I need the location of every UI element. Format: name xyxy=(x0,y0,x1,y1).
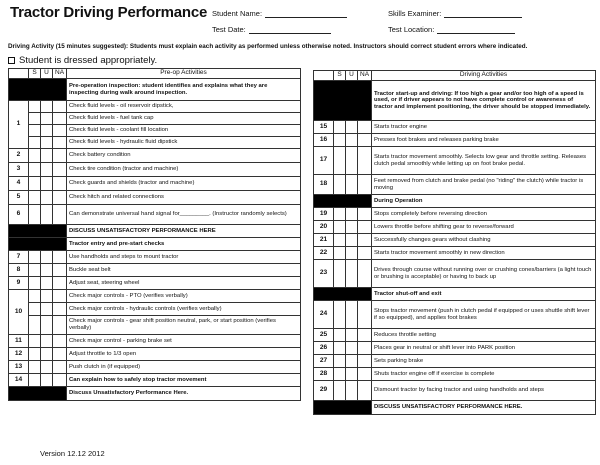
s-cell[interactable] xyxy=(334,234,346,247)
u-cell[interactable] xyxy=(41,290,53,303)
test-date-field[interactable] xyxy=(212,25,331,34)
activity-text: Presses foot brakes and releases parking brake xyxy=(372,134,596,147)
test-date-line[interactable] xyxy=(249,26,331,34)
na-cell[interactable] xyxy=(358,342,372,355)
u-cell[interactable] xyxy=(346,381,358,401)
u-cell[interactable] xyxy=(41,205,53,225)
col-na: NA xyxy=(53,69,67,79)
activity-text: Check major control - parking brake set xyxy=(67,335,301,348)
u-cell[interactable] xyxy=(346,134,358,147)
activity-text: Check fluid levels - fuel tank cap xyxy=(67,113,301,125)
na-cell[interactable] xyxy=(358,355,372,368)
activity-text: Check major controls - PTO (verifies verbally) xyxy=(67,290,301,303)
black-bar xyxy=(314,288,372,301)
s-cell[interactable] xyxy=(334,147,346,175)
test-date-label: Test Date: xyxy=(212,25,246,34)
col-blank xyxy=(9,69,29,79)
s-cell[interactable] xyxy=(334,247,346,260)
row-number: 13 xyxy=(9,361,29,374)
na-cell[interactable] xyxy=(53,264,67,277)
activity-text: Check battery condition xyxy=(67,149,301,163)
na-cell[interactable] xyxy=(358,381,372,401)
activity-text: Check fluid levels - oil reservoir dipstick, xyxy=(67,101,301,113)
s-cell[interactable] xyxy=(334,329,346,342)
row-number: 19 xyxy=(314,208,334,221)
activity-text: Push clutch in (if equipped) xyxy=(67,361,301,374)
row-number: 23 xyxy=(314,260,334,288)
na-cell[interactable] xyxy=(358,134,372,147)
activity-text: Sets parking brake xyxy=(372,355,596,368)
instructions-text: Driving Activity (15 minutes suggested): Students must explain each activity as performed unless otherwise noted. Instructors should correct student errors where indicated. xyxy=(8,43,528,50)
test-location-field[interactable] xyxy=(388,25,515,34)
u-cell[interactable] xyxy=(346,260,358,288)
student-name-line[interactable] xyxy=(265,10,347,18)
s-cell[interactable] xyxy=(29,101,41,113)
s-cell[interactable] xyxy=(334,342,346,355)
s-cell[interactable] xyxy=(29,113,41,125)
u-cell[interactable] xyxy=(41,277,53,290)
u-cell[interactable] xyxy=(41,113,53,125)
s-cell[interactable] xyxy=(29,290,41,303)
s-cell[interactable] xyxy=(29,348,41,361)
na-cell[interactable] xyxy=(358,260,372,288)
activity-text: Drives through course without running over or crushing cones/barriers (a light touch or brushing is acceptable) or having to back up xyxy=(372,260,596,288)
s-cell[interactable] xyxy=(29,361,41,374)
activity-text: Stops tractor movement (push in clutch pedal if equipped or uses shuttle shift lever if so equipped), and applies foot brakes xyxy=(372,301,596,329)
driving-table xyxy=(313,70,596,415)
row-number: 18 xyxy=(314,175,334,195)
na-cell[interactable] xyxy=(53,177,67,191)
na-cell[interactable] xyxy=(53,290,67,303)
u-cell[interactable] xyxy=(41,101,53,113)
na-cell[interactable] xyxy=(53,113,67,125)
activity-text: Check hitch and related connections xyxy=(67,191,301,205)
u-cell[interactable] xyxy=(41,264,53,277)
s-cell[interactable] xyxy=(29,163,41,177)
row-number: 24 xyxy=(314,301,334,329)
activity-text: Dismount tractor by facing tractor and using handholds and steps xyxy=(372,381,596,401)
activity-text: Starts tractor engine xyxy=(372,121,596,134)
row-number: 22 xyxy=(314,247,334,260)
u-cell[interactable] xyxy=(41,316,53,335)
activity-text: Check guards and shields (tractor and machine) xyxy=(67,177,301,191)
u-cell[interactable] xyxy=(41,361,53,374)
black-bar xyxy=(9,225,67,238)
activity-text: Buckle seat belt xyxy=(67,264,301,277)
startup-warning: Tractor start-up and driving: If too high a gear and/or too high of a speed is used, or if driver appears to not have complete control or awareness of tractor and implement positioning, the driver should be stopped immediately. xyxy=(372,81,596,121)
col-u: U xyxy=(346,71,358,81)
activity-text: Feet removed from clutch and brake pedal (no "riding" the clutch) while tractor is moving xyxy=(372,175,596,195)
activity-text: Successfully changes gears without clashing xyxy=(372,234,596,247)
activity-text: Use handholds and steps to mount tractor xyxy=(67,251,301,264)
col-preop-activities: Pre-op Activities xyxy=(67,69,301,79)
na-cell[interactable] xyxy=(53,125,67,137)
u-cell[interactable] xyxy=(41,374,53,387)
na-cell[interactable] xyxy=(358,147,372,175)
row-number: 1 xyxy=(9,101,29,149)
s-cell[interactable] xyxy=(29,191,41,205)
row-number: 25 xyxy=(314,329,334,342)
s-cell[interactable] xyxy=(334,355,346,368)
row-number: 5 xyxy=(9,191,29,205)
s-cell[interactable] xyxy=(334,301,346,329)
row-number: 14 xyxy=(9,374,29,387)
u-cell[interactable] xyxy=(41,191,53,205)
u-cell[interactable] xyxy=(41,177,53,191)
na-cell[interactable] xyxy=(358,221,372,234)
row-number: 6 xyxy=(9,205,29,225)
u-cell[interactable] xyxy=(41,125,53,137)
s-cell[interactable] xyxy=(29,205,41,225)
activity-text: Stops completely before reversing direction xyxy=(372,208,596,221)
activity-text: Starts tractor movement smoothly in new direction xyxy=(372,247,596,260)
activity-text: Adjust seat, steering wheel xyxy=(67,277,301,290)
activity-text: Lowers throttle before shifting gear to reverse/forward xyxy=(372,221,596,234)
s-cell[interactable] xyxy=(29,149,41,163)
s-cell[interactable] xyxy=(334,134,346,147)
u-cell[interactable] xyxy=(346,147,358,175)
na-cell[interactable] xyxy=(53,101,67,113)
row-number: 11 xyxy=(9,335,29,348)
activity-text: Check fluid levels - coolant fill location xyxy=(67,125,301,137)
na-cell[interactable] xyxy=(358,368,372,381)
section-heading: Tractor shut-off and exit xyxy=(372,288,596,301)
student-name-field[interactable] xyxy=(212,9,347,18)
u-cell[interactable] xyxy=(41,149,53,163)
u-cell[interactable] xyxy=(346,247,358,260)
u-cell[interactable] xyxy=(346,329,358,342)
s-cell[interactable] xyxy=(29,316,41,335)
test-location-label: Test Location: xyxy=(388,25,435,34)
col-s: S xyxy=(334,71,346,81)
row-number: 12 xyxy=(9,348,29,361)
black-bar xyxy=(9,387,67,401)
section-heading: Tractor entry and pre-start checks xyxy=(67,238,301,251)
col-driving-activities: Driving Activities xyxy=(372,71,596,81)
s-cell[interactable] xyxy=(334,221,346,234)
skills-examiner-line[interactable] xyxy=(444,10,522,18)
u-cell[interactable] xyxy=(41,303,53,316)
na-cell[interactable] xyxy=(53,348,67,361)
na-cell[interactable] xyxy=(358,329,372,342)
u-cell[interactable] xyxy=(346,301,358,329)
activity-text: Starts tractor movement smoothly. Selects low gear and throttle setting. Releases clutch pedal smoothly while letting up on foot brake pedal. xyxy=(372,147,596,175)
na-cell[interactable] xyxy=(358,208,372,221)
black-bar xyxy=(9,238,67,251)
version-label: Version 12.12 2012 xyxy=(40,449,105,458)
activity-text: Can demonstrate universal hand signal for_________. (Instructor randomly selects) xyxy=(67,205,301,225)
row-number: 15 xyxy=(314,121,334,134)
na-cell[interactable] xyxy=(53,277,67,290)
discuss-unsatisfactory[interactable]: DISCUSS UNSATISFACTORY PERFORMANCE HERE xyxy=(67,225,301,238)
s-cell[interactable] xyxy=(29,303,41,316)
na-cell[interactable] xyxy=(53,149,67,163)
discuss-unsatisfactory[interactable]: Discuss Unsatisfactory Performance Here. xyxy=(67,387,301,401)
na-cell[interactable] xyxy=(53,361,67,374)
black-bar xyxy=(314,195,372,208)
na-cell[interactable] xyxy=(358,301,372,329)
na-cell[interactable] xyxy=(53,163,67,177)
row-number: 10 xyxy=(9,290,29,335)
row-number: 3 xyxy=(9,163,29,177)
activity-text: Check major controls - hydraulic controls (verifies verbally) xyxy=(67,303,301,316)
row-number: 7 xyxy=(9,251,29,264)
col-blank xyxy=(314,71,334,81)
s-cell[interactable] xyxy=(29,125,41,137)
col-s: S xyxy=(29,69,41,79)
na-cell[interactable] xyxy=(53,335,67,348)
row-number: 27 xyxy=(314,355,334,368)
s-cell[interactable] xyxy=(29,335,41,348)
na-cell[interactable] xyxy=(53,205,67,225)
na-cell[interactable] xyxy=(358,121,372,134)
row-number: 29 xyxy=(314,381,334,401)
u-cell[interactable] xyxy=(41,163,53,177)
u-cell[interactable] xyxy=(41,137,53,149)
row-number: 17 xyxy=(314,147,334,175)
row-number: 21 xyxy=(314,234,334,247)
na-cell[interactable] xyxy=(53,191,67,205)
s-cell[interactable] xyxy=(334,121,346,134)
u-cell[interactable] xyxy=(346,121,358,134)
u-cell[interactable] xyxy=(346,221,358,234)
u-cell[interactable] xyxy=(346,342,358,355)
col-u: U xyxy=(41,69,53,79)
test-location-line[interactable] xyxy=(437,26,515,34)
u-cell[interactable] xyxy=(346,175,358,195)
activity-text: Check fluid levels - hydraulic fluid dipstick xyxy=(67,137,301,149)
na-cell[interactable] xyxy=(53,303,67,316)
row-number: 4 xyxy=(9,177,29,191)
s-cell[interactable] xyxy=(29,264,41,277)
row-number: 16 xyxy=(314,134,334,147)
u-cell[interactable] xyxy=(346,208,358,221)
row-number: 28 xyxy=(314,368,334,381)
u-cell[interactable] xyxy=(346,234,358,247)
s-cell[interactable] xyxy=(29,277,41,290)
na-cell[interactable] xyxy=(358,247,372,260)
activity-text: Places gear in neutral or shift lever into PARK position xyxy=(372,342,596,355)
row-number: 26 xyxy=(314,342,334,355)
s-cell[interactable] xyxy=(334,368,346,381)
u-cell[interactable] xyxy=(41,335,53,348)
pre-operation-inspection: Pre-operation inspection: student identifies and explains what they are inspecting during walk around inspection. xyxy=(67,79,301,101)
row-number: 20 xyxy=(314,221,334,234)
activity-text: Reduces throttle setting xyxy=(372,329,596,342)
u-cell[interactable] xyxy=(346,368,358,381)
na-cell[interactable] xyxy=(53,374,67,387)
pre-op-table xyxy=(8,68,301,401)
s-cell[interactable] xyxy=(29,374,41,387)
na-cell[interactable] xyxy=(53,137,67,149)
activity-text: Adjust throttle to 1/3 open xyxy=(67,348,301,361)
s-cell[interactable] xyxy=(29,251,41,264)
black-bar xyxy=(314,81,372,121)
dressed-label: Student is dressed appropriately. xyxy=(19,55,158,66)
activity-text: Shuts tractor engine off if exercise is complete xyxy=(372,368,596,381)
skills-examiner-label: Skills Examiner: xyxy=(388,9,442,18)
s-cell[interactable] xyxy=(29,177,41,191)
col-na: NA xyxy=(358,71,372,81)
na-cell[interactable] xyxy=(53,251,67,264)
s-cell[interactable] xyxy=(334,175,346,195)
form-title: Tractor Driving Performance xyxy=(10,4,208,21)
dressed-checkbox-row[interactable] xyxy=(8,55,157,66)
activity-text: Check tire condition (tractor and machine) xyxy=(67,163,301,177)
row-number: 2 xyxy=(9,149,29,163)
activity-text: Check major controls - gear shift position neutral, park, or start position (verifies verbally) xyxy=(67,316,301,335)
u-cell[interactable] xyxy=(346,355,358,368)
na-cell[interactable] xyxy=(358,234,372,247)
na-cell[interactable] xyxy=(53,316,67,335)
black-bar xyxy=(314,401,372,415)
discuss-unsatisfactory[interactable]: DISCUSS UNSATISFACTORY PERFORMANCE HERE. xyxy=(372,401,596,415)
black-bar xyxy=(9,79,67,101)
section-heading: During Operation xyxy=(372,195,596,208)
u-cell[interactable] xyxy=(41,251,53,264)
student-name-label: Student Name: xyxy=(212,9,263,18)
s-cell[interactable] xyxy=(334,381,346,401)
s-cell[interactable] xyxy=(29,137,41,149)
na-cell[interactable] xyxy=(358,175,372,195)
u-cell[interactable] xyxy=(41,348,53,361)
s-cell[interactable] xyxy=(334,260,346,288)
row-number: 8 xyxy=(9,264,29,277)
row-number: 9 xyxy=(9,277,29,290)
skills-examiner-field[interactable] xyxy=(388,9,522,18)
activity-text: Can explain how to safely stop tractor movement xyxy=(67,374,301,387)
s-cell[interactable] xyxy=(334,208,346,221)
dressed-checkbox[interactable] xyxy=(8,57,15,64)
